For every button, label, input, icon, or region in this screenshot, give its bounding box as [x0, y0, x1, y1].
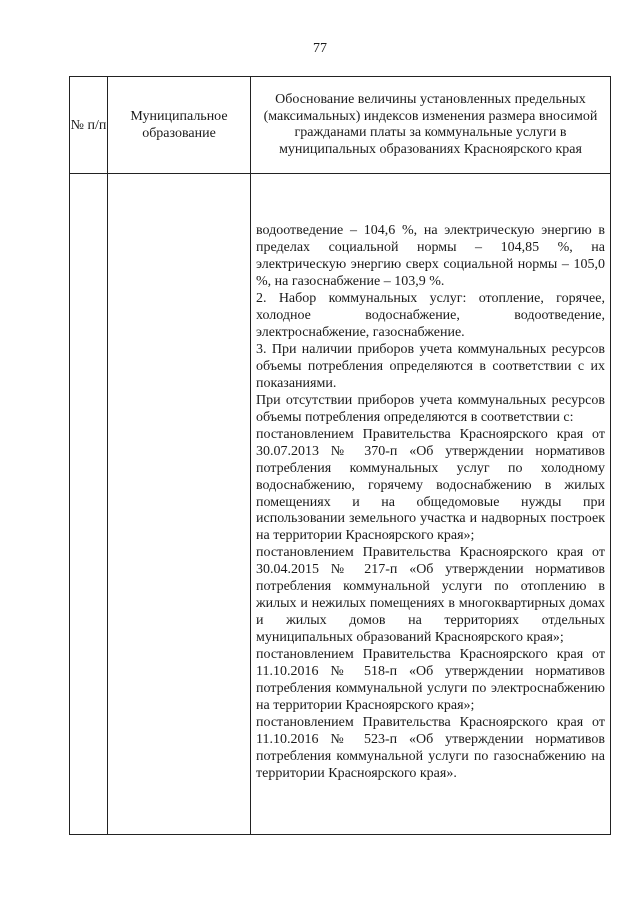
paragraph-with-meters: 3. При наличии приборов учета коммунальных ресурсов объемы потребления определяются в соответствии с их показаниями. [256, 341, 605, 391]
paragraph-without-meters: При отсутствии приборов учета коммунальных ресурсов объемы потребления определяются в соответствии с: [256, 392, 605, 425]
paragraph-resolution-523p: постановлением Правительства Красноярского края от 11.10.2016 № 523-п «Об утверждении нормативов потребления коммунальной услуги по газоснабжению на территории Красноярского края». [256, 714, 605, 781]
page-number: 77 [313, 41, 327, 56]
justification-cell [251, 174, 611, 835]
justification-table [69, 76, 611, 835]
municipality-cell [108, 174, 251, 835]
paragraph-resolution-518p: постановлением Правительства Красноярского края от 11.10.2016 № 518-п «Об утверждении нормативов потребления коммунальной услуги по электроснабжению на территории Красноярского края»; [256, 647, 605, 713]
paragraph-resolution-217p: постановлением Правительства Красноярского края от 30.04.2015 № 217-п «Об утверждении нормативов потребления коммунальной услуги по отоплению в жилых и нежилых помещениях в многоквартирных домах и жилых домов на территориях отдельных муниципальных образований Красноярского края»; [256, 545, 605, 646]
header-number: № п/п [70, 77, 108, 174]
table-row [70, 174, 611, 835]
paragraph-service-set: 2. Набор коммунальных услуг: отопление, горячее, холодное водоснабжение, водоотведение, электроснабжение, газоснабжение. [256, 291, 605, 340]
header-justification: Обоснование величины установленных предельных (максимальных) индексов изменения размера вносимой гражданами платы за коммунальные услуги в муниципальных образованиях Красноярского края [251, 77, 611, 174]
table-header-row [70, 77, 611, 174]
number-cell [70, 174, 108, 835]
paragraph-tariff-indices: водоотведение – 104,6 %, на электрическую энергию в пределах социальной нормы – 104,85 %, на электрическую энергию сверх социальной нормы – 105,0 %, на газоснабжение – 103,9 %. [256, 223, 605, 290]
header-municipality: Муниципальное образование [108, 77, 251, 174]
paragraph-resolution-370p: постановлением Правительства Красноярского края от 30.07.2013 № 370-п «Об утверждении нормативов потребления коммунальных услуг по холодному водоснабжению, горячему водоснабжению в жилых помещениях и на общедомовые нужды при использовании земельного участка и надворных построек на территории Красноярского края»; [256, 426, 605, 544]
